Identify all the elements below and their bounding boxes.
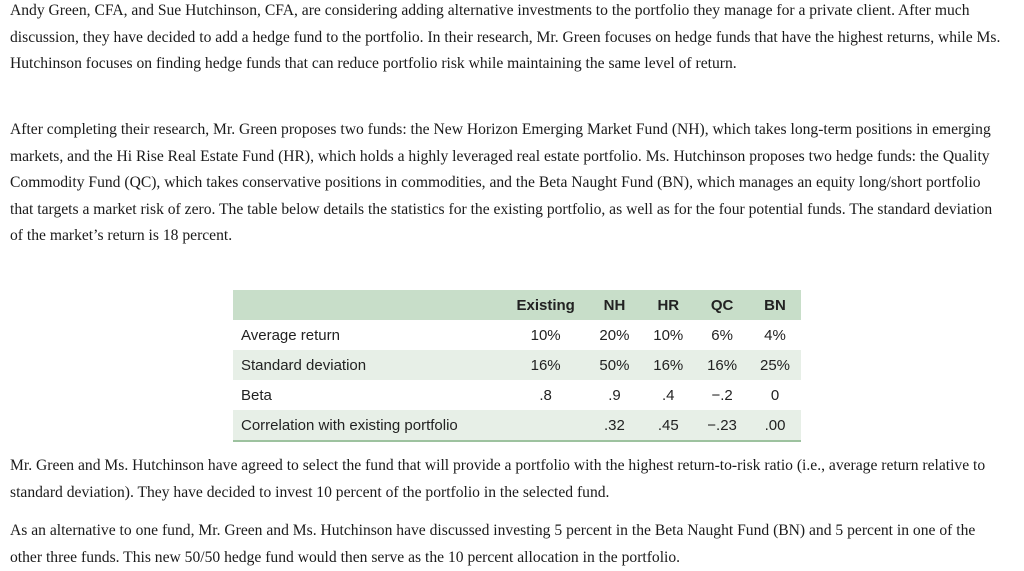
cell-nh: 50%	[599, 356, 630, 374]
research-paragraph: After completing their research, Mr. Green proposes two funds: the New Horizon Emerging Market Fund (NH), which takes long-term positions in emerging markets, and the Hi Rise Real Estate Fund (HR), which holds a highly leveraged real estate portfolio. Ms. Hutchinson proposes two hedge funds: the Quality Commodity Fund (QC), which takes conservative positions in commodities, and the Beta Naught Fund (BN), which manages an equity long/short portfolio that targets a market risk of zero. The table below details the statistics for the existing portfolio, as well as for the four potential funds. The standard deviation of the market’s return is 18 percent.	[10, 121, 993, 244]
table-row	[233, 410, 801, 441]
cell-qc: 6%	[711, 326, 733, 344]
cell-hr: .4	[662, 386, 675, 404]
header-nh: NH	[603, 296, 626, 314]
cell-existing: 16%	[530, 356, 561, 374]
cell-bn: 4%	[764, 326, 786, 344]
alternative-paragraph: As an alternative to one fund, Mr. Green and Ms. Hutchinson have discussed investing 5 percent in the Beta Naught Fund (BN) and 5 percent in one of the other three funds. This new 50/50 hedge fund would then serve as the 10 percent allocation in the portfolio.	[10, 522, 976, 566]
row-label: Beta	[241, 386, 272, 404]
header-label-cell	[233, 290, 504, 320]
table-row	[233, 380, 801, 410]
cell-qc: 16%	[707, 356, 738, 374]
cell-existing	[504, 410, 588, 441]
cell-bn: 0	[770, 386, 780, 404]
fund-statistics-table	[233, 290, 801, 442]
cell-nh: .32	[588, 410, 642, 441]
header-qc: QC	[710, 296, 734, 314]
table-header-row	[233, 290, 801, 320]
cell-existing: .8	[539, 386, 552, 404]
cell-qc: −.23	[695, 410, 749, 441]
table-row	[233, 320, 801, 350]
selection-paragraph: Mr. Green and Ms. Hutchinson have agreed to select the fund that will provide a portfolio with the highest return-to-risk ratio (i.e., average return relative to standard deviation). They have decided to invest 10 percent of the portfolio in the selected fund.	[10, 457, 986, 501]
cell-qc: −.2	[711, 386, 733, 404]
cell-nh: 20%	[599, 326, 630, 344]
cell-nh: .9	[608, 386, 621, 404]
cell-bn: 25%	[759, 356, 791, 374]
cell-existing: 10%	[530, 326, 561, 344]
cell-hr: .45	[641, 410, 695, 441]
cell-hr: 16%	[653, 356, 684, 374]
row-label: Average return	[241, 326, 340, 344]
header-existing: Existing	[516, 296, 575, 314]
row-label: Standard deviation	[241, 356, 367, 374]
cell-hr: 10%	[653, 326, 684, 344]
cell-bn: .00	[749, 410, 801, 441]
header-hr: HR	[657, 296, 680, 314]
intro-paragraph: Andy Green, CFA, and Sue Hutchinson, CFA, are considering adding alternative investments to the portfolio they manage for a private client. After much discussion, they have decided to add a hedge fund to the portfolio. In their research, Mr. Green focuses on hedge funds that have the highest returns, while Ms. Hutchinson focuses on finding hedge funds that can reduce portfolio risk while maintaining the same level of return.	[10, 2, 1001, 72]
header-bn: BN	[764, 296, 786, 314]
row-label: Correlation with existing portfolio	[233, 410, 504, 441]
table-row	[233, 350, 801, 380]
